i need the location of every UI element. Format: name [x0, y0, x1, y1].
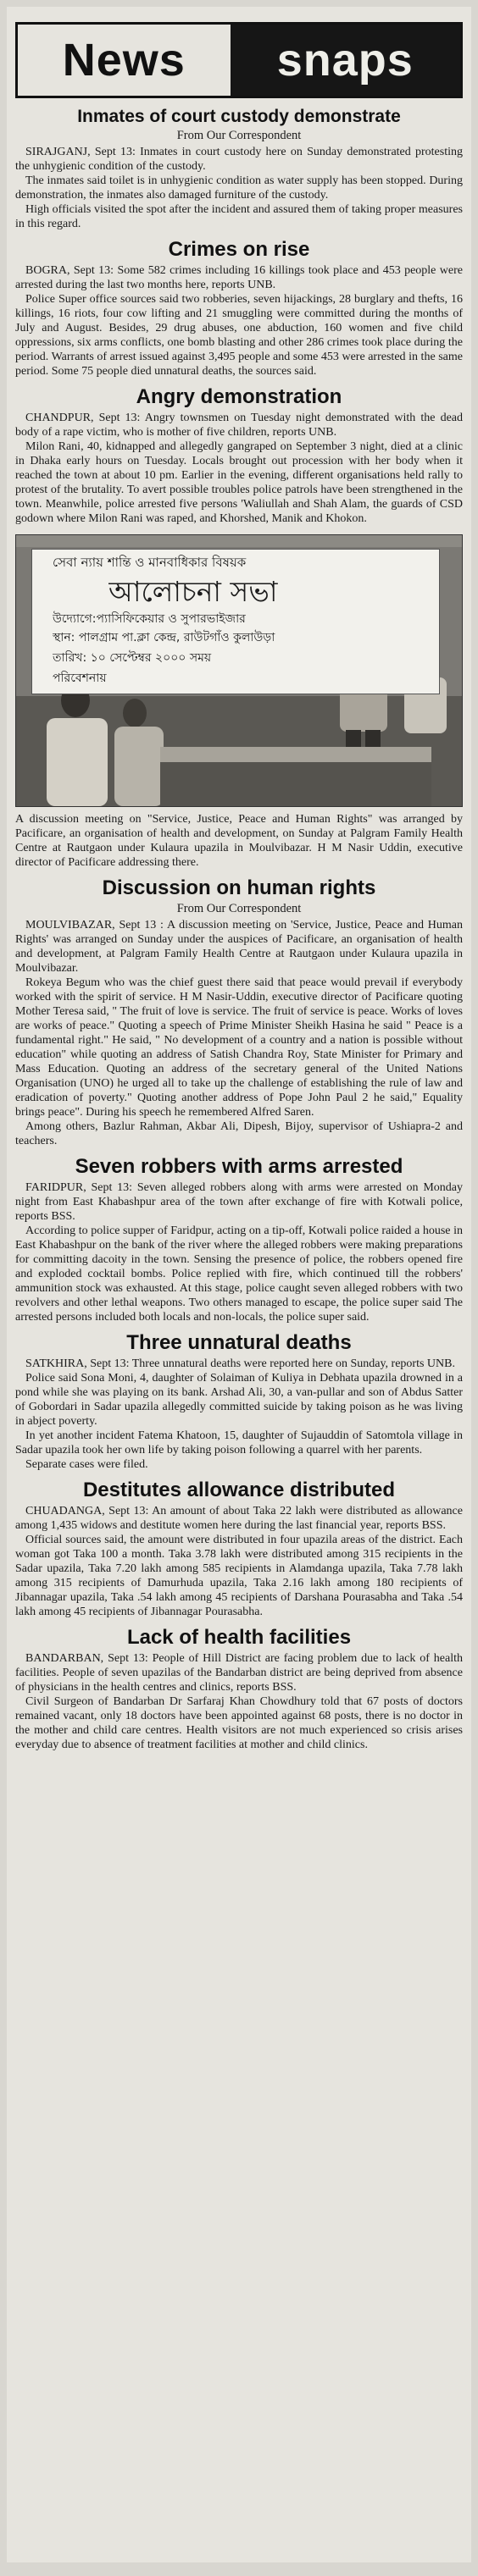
headline: Crimes on rise [168, 238, 310, 261]
paragraph: MOULVIBAZAR, Sept 13 : A discussion meeting on 'Service, Justice, Peace and Human Rights' was arranged on Sunday under the auspices of Pacificare, an organisation of health and development, at Palgram Family Health Centre at Rautgaon under Kulaura upazila in Moulvibazar. [15, 919, 463, 975]
banner-line: আলোচনা সভা [108, 575, 278, 608]
paragraph: High officials visited the spot after the incident and assured them of taking proper measures in this regard. [15, 203, 463, 230]
masthead-left-panel [18, 25, 231, 96]
paragraph: Separate cases were filed. [25, 1458, 148, 1471]
headline: Three unnatural deaths [126, 1331, 352, 1354]
paragraph: The inmates said toilet is in unhygienic condition as water supply has been stopped. During demonstration, the inmates also damaged furniture of the custody. [15, 174, 463, 202]
paragraph: According to police supper of Faridpur, acting on a tip-off, Kotwali police raided a house in East Khabashpur on the bank of the river where the alleged robbers were making preparations for committing dacoity in the town. Sensing the presence of police, the robbers opened fire and exploded cocktail bombs. Police replied with fire, which continued till the robbers' ammunition stock was exhausted. At this stage, police caught seven alleged robbers with two revolvers and other lethal weapons. Two others managed to escape, the police super said The arrested persons included both locals and non-locals, the police super said. [15, 1224, 463, 1324]
paragraph: Official sources said, the amount were distributed in four upazila areas of the district. Each woman got Taka 100 a month. Taka 3.78 lakh were distributed among 315 recipients in the Sadar upazila, Taka 7.20 lakh among 585 recipients in Alamdanga upazila, Taka 7.78 lakh among 315 recipients of Damurhuda upazila, Taka 2.16 lakh among 180 recipients of Jibannagar upazila, Taka .54 lakh among 45 recipients of Darshana Pourasabha and Taka .54 lakh among 45 recipients of Jibannagar Pourasabha. [15, 1534, 463, 1618]
news-photo [15, 534, 463, 807]
story-human-rights [7, 876, 471, 1148]
paragraph: SATKHIRA, Sept 13: Three unnatural deaths were reported here on Sunday, reports UNB. [25, 1357, 455, 1370]
byline: From Our Correspondent [176, 129, 302, 142]
story-angry-demonstration [7, 385, 471, 526]
paragraph: Civil Surgeon of Bandarban Dr Sarfaraj Khan Chowdhury told that 67 posts of doctors remained vacant, only 18 doctors have been appointed against 68 posts, there is no doctor in the mother and child care centres. Health visitors are not much experienced so crisis arises everyday due to absence of treatment facilities at mother and child clinics. [15, 1695, 463, 1751]
paragraph: In yet another incident Fatema Khatoon, 15, daughter of Sujauddin of Satomtola village in Sadar upazila took her own life by taking poison following a quarrel with her parents. [15, 1429, 463, 1457]
story-court-custody [7, 107, 471, 231]
paragraph: Police Super office sources said two robberies, seven hijackings, 28 burglary and thefts, 16 killings, 16 riots, four cow lifting and 21 smuggling were committed during the months of July and August. Besides, 29 drug abuses, one abduction, 160 women and five child oppressions, six arms conflicts, one bomb blasting and other 286 crimes took place during the period. Warrants of arrest issued against 3,495 people and some 453 were arrested in the same period. Some 75 people died unnatural deaths, the sources said. [15, 293, 463, 378]
paragraph: Milon Rani, 40, kidnapped and allegedly gangraped on September 3 night, died at a clinic in Dhaka early hours on Tuesday. Locals brought out procession with her body when it reached the town at about 10 pm. Earlier in the evening, different organisations held rally to protest of the brutality. To avert possible troubles police patrols have been strengthened in the town. Meanwhile, police arrested five persons 'Waliullah and Shah Alam, the guards of CSD godown where Milon Rani was raped, and Khorshed, Manik and Khokon. [15, 440, 463, 525]
banner-line: স্থান: পালগ্রাম পা.ক্লা কেন্দ্র, রাউটগাঁও কুলাউড়া [53, 631, 275, 644]
photo-caption: A discussion meeting on "Service, Justice, Peace and Human Rights" was arranged by Pacificare, an organisation of health and development, on Sunday at Palgram Family Health Centre at Rautgaon under Kulaura upazila in Moulvibazar. H M Nasir Uddin, executive director of Pacificare addressing there. [15, 813, 463, 869]
story-destitutes-allowance [7, 1479, 471, 1619]
paragraph: BOGRA, Sept 13: Some 582 crimes including 16 killings took place and 453 people were arrested during the last two months here, reports UNB. [15, 264, 463, 291]
banner-line: উদ্যোগে:প্যাসিফিকেয়ার ও সুপারভাইজার [53, 612, 246, 626]
story-health-facilities [7, 1626, 471, 1752]
headline: Discussion on human rights [102, 876, 376, 899]
banner-line: পরিবেশনায় [53, 672, 107, 685]
headline: Angry demonstration [136, 385, 342, 408]
paragraph: Among others, Bazlur Rahman, Akbar Ali, Dipesh, Bijoy, supervisor of Ushiapra-2 and teachers. [15, 1120, 463, 1147]
headline: Lack of health facilities [126, 1626, 352, 1649]
story-robbers-arrested [7, 1155, 471, 1324]
story-unnatural-deaths [7, 1331, 471, 1472]
paragraph: CHUADANGA, Sept 13: An amount of about Taka 22 lakh were distributed as allowance among 1,435 widows and destitute women here during the last financial year, reports BSS. [15, 1505, 463, 1532]
paragraph: BANDARBAN, Sept 13: People of Hill District are facing problem due to lack of health facilities. People of seven upazilas of the Bandarban district are being deprived from absence of physicians in the health centres and clinics, reports BSS. [15, 1652, 463, 1694]
headline: Inmates of court custody demonstrate [77, 107, 401, 126]
masthead-right-panel [231, 25, 460, 96]
newspaper-page [7, 7, 471, 2562]
masthead-title-news: News [62, 35, 186, 86]
banner-line: সেবা ন্যায় শান্তি ও মানবাধিকার বিষয়ক [53, 555, 247, 570]
story-crimes-on-rise [7, 238, 471, 379]
headline: Destitutes allowance distributed [82, 1479, 396, 1501]
paragraph: Police said Sona Moni, 4, daughter of Solaiman of Kuliya in Debhata upazila drowned in a pond while she was playing on its bank. Arshad Ali, 30, a van-pullar and son of Abdus Satter of Gobordari in Sadar upazila allegedly committed suicide by taking poison as he was living in abject poverty. [15, 1372, 463, 1428]
masthead [15, 22, 463, 98]
banner-line: তারিখ: ১০ সেপ্টেম্বর ২০০০ সময় [53, 651, 212, 665]
paragraph: FARIDPUR, Sept 13: Seven alleged robbers along with arms were arrested on Monday night from East Khabashpur area of the town after exchange of fire with Kotwali police, reports BSS. [15, 1181, 463, 1223]
photo-banner [31, 549, 440, 694]
byline: From Our Correspondent [176, 902, 302, 915]
paragraph: Rokeya Begum who was the chief guest there said that peace would prevail if everybody worked with the spirit of service. H M Nasir-Uddin, executive director of Pacificare quoting Mother Teresa said, " The fruit of love is service. The fruit of service is peace. Works of loves are works of peace." Quoting a speech of Prime Minister Sheikh Hasina he said " Peace is a fundamental right." He said, " No development of a country and a nation is possible without education" while quoting an address of Satish Chandra Roy, State Minister for Primary and Mass Education. Quoting an address of the secretary general of the United Nations Organisation (UNO) he urged all to take up the challenge of establishing the rule of law and eradication of poverty." Quoting another address of Pope John Paul 2 he said," Equality brings peace". During his speech he remembered Alfred Saren. [15, 976, 463, 1119]
headline: Seven robbers with arms arrested [75, 1155, 403, 1178]
masthead-title-snaps: snaps [276, 35, 414, 86]
paragraph: SIRAJGANJ, Sept 13: Inmates in court custody here on Sunday demonstrated protesting the unhygienic condition of the custody. [15, 146, 463, 173]
paragraph: CHANDPUR, Sept 13: Angry townsmen on Tuesday night demonstrated with the dead body of a rape victim, who is mother of five children, reports UNB. [15, 412, 463, 439]
